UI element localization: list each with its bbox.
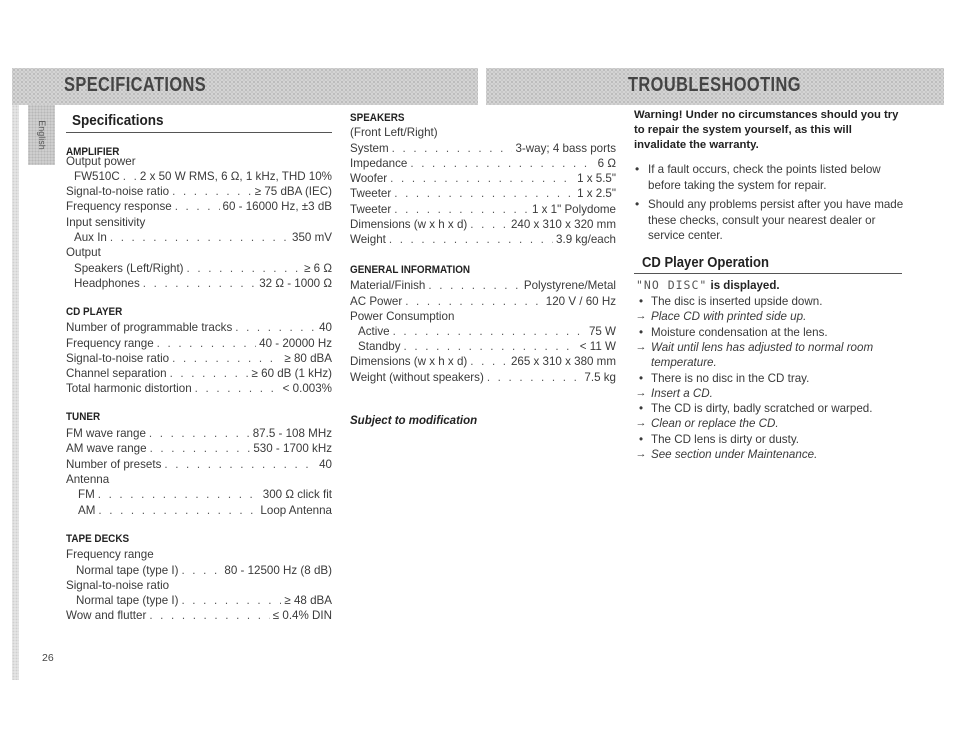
- cd-cause-item: [634, 401, 872, 416]
- spec-row: Standby . . . < 11 W: [358, 339, 616, 354]
- side-strip: [12, 105, 19, 680]
- spec-row: Speakers (Left/Right) . . . ≥ 6 Ω: [74, 261, 332, 276]
- cd-cause-item: [634, 371, 809, 386]
- spec-row: Material/Finish . . . Polystyrene/Metal: [350, 278, 616, 293]
- spec-row: Tweeter . . . 1 x 1" Polydome: [350, 202, 616, 217]
- output-power-label: Output power: [66, 155, 136, 168]
- arrow-right-icon: →: [635, 386, 647, 399]
- spec-row: Total harmonic distortion . . . < 0.003%: [66, 381, 332, 396]
- subject-to-modification-note: Subject to modification: [350, 415, 478, 427]
- troubleshooting-banner: [486, 68, 944, 105]
- power-consumption-label: Power Consumption: [350, 310, 455, 323]
- troubleshooting-banner-title: TROUBLESHOOTING: [628, 74, 801, 96]
- no-disc-display-code: "NO DISC": [636, 278, 708, 292]
- page-number: 26: [42, 652, 54, 664]
- spec-row: Signal-to-noise ratio . . . ≥ 80 dBA: [66, 351, 332, 366]
- spec-row: Weight . . . 3.9 kg/each: [350, 232, 616, 247]
- spec-row: AM wave range . . . 530 - 1700 kHz: [66, 441, 332, 456]
- cd-line-text: The CD lens is dirty or dusty.: [651, 432, 799, 446]
- cd-line-text: See section under Maintenance.: [651, 448, 818, 461]
- spec-row: Frequency range . . . 40 - 20000 Hz: [66, 336, 332, 351]
- spec-row: Aux In . . . 350 mV: [74, 230, 332, 245]
- spec-row: FM wave range . . . 87.5 - 108 MHz: [66, 426, 332, 441]
- antenna-label: Antenna: [66, 473, 110, 486]
- specifications-title: Specifications: [72, 112, 164, 129]
- troubleshooting-list: [634, 162, 904, 248]
- speakers-heading: SPEAKERS: [350, 112, 405, 124]
- cd-line-text: Wait until lens has adjusted to normal room: [651, 340, 874, 354]
- tape-snr-label: Signal-to-noise ratio: [66, 579, 170, 592]
- cd-player-operation-title: CD Player Operation: [642, 255, 769, 271]
- arrow-right-icon: →: [635, 340, 647, 353]
- tape-decks-heading: TAPE DECKS: [66, 533, 130, 545]
- bullet-icon: •: [638, 432, 644, 446]
- cd-line-text: Moisture condensation at the lens.: [651, 325, 828, 339]
- spec-row: Number of presets . . . 40: [66, 457, 332, 472]
- spec-row: Headphones . . . 32 Ω - 1000 Ω: [74, 276, 332, 291]
- language-tab-label: English: [36, 120, 47, 150]
- cd-line-text: The disc is inserted upside down.: [651, 295, 823, 308]
- cd-line-text: temperature.: [651, 356, 717, 370]
- arrow-right-icon: →: [635, 448, 647, 460]
- arrow-right-icon: →: [635, 310, 647, 323]
- spec-row: FW510C . . . 2 x 50 W RMS, 6 Ω, 1 kHz, THD 10%: [74, 169, 332, 184]
- output-label: Output: [66, 246, 101, 259]
- spec-row: Wow and flutter . . . ≤ 0.4% DIN: [66, 608, 332, 623]
- language-tab: [28, 105, 55, 165]
- input-sensitivity-label: Input sensitivity: [66, 216, 146, 229]
- bullet-icon: •: [638, 402, 644, 416]
- spec-row: Dimensions (w x h x d) . . . 240 x 310 x 320 mm: [350, 217, 616, 232]
- warning-text: Warning! Under no circumstances should you try to repair the system yourself, as this will invalidate the warranty.: [634, 109, 899, 151]
- list-item: • Should any problems persist after you have made these checks, consult your nearest dealer or service center.: [634, 197, 904, 244]
- spec-row: Number of programmable tracks . . . 40: [66, 320, 332, 335]
- cd-line-text: Clean or replace the CD.: [651, 417, 779, 431]
- spec-row: System . . . 3-way; 4 bass ports: [350, 141, 616, 156]
- spec-row: FM . . . 300 Ω click fit: [78, 487, 332, 502]
- cd-cause-item: [634, 294, 822, 309]
- spec-row: Woofer . . . 1 x 5.5": [350, 171, 616, 186]
- amplifier-heading: AMPLIFIER: [66, 146, 120, 158]
- spec-row: Active . . . 75 W: [358, 324, 616, 339]
- cd-remedy-item: [634, 447, 817, 462]
- cd-cause-item: [634, 432, 799, 447]
- cd-remedy-item: [634, 340, 873, 355]
- cd-remedy-item: [634, 386, 713, 401]
- speakers-subheading: (Front Left/Right): [350, 126, 438, 139]
- spec-row: Weight (without speakers) . . . 7.5 kg: [350, 370, 616, 385]
- specifications-title-rule: [66, 132, 332, 133]
- cd-line-text: Insert a CD.: [651, 386, 713, 400]
- cd-cause-item: [634, 325, 828, 340]
- spec-row: AM . . . Loop Antenna: [78, 503, 332, 518]
- cd-remedy-continuation: [634, 355, 717, 370]
- cd-line-text: There is no disc in the CD tray.: [651, 371, 810, 385]
- spec-row: Frequency response . . . 60 - 16000 Hz, ±3 dB: [66, 199, 332, 214]
- no-disc-symptom: [636, 278, 780, 292]
- no-disc-suffix: is displayed.: [707, 280, 780, 292]
- cd-title-rule: [634, 273, 902, 274]
- list-item: • If a fault occurs, check the points listed below before taking the system for repair.: [634, 162, 904, 193]
- cd-player-heading: CD PLAYER: [66, 306, 123, 318]
- spec-row: Dimensions (w x h x d) . . . 265 x 310 x 380 mm: [350, 354, 616, 369]
- cd-line-text: Place CD with printed side up.: [651, 310, 807, 324]
- cd-remedy-item: [634, 416, 779, 431]
- bullet-icon: •: [638, 295, 644, 308]
- specifications-banner: [12, 68, 478, 105]
- cd-remedy-item: [634, 309, 806, 324]
- spec-row: AC Power . . . 120 V / 60 Hz: [350, 294, 616, 309]
- spec-row: Impedance . . . 6 Ω: [350, 156, 616, 171]
- general-information-heading: GENERAL INFORMATION: [350, 264, 471, 276]
- bullet-icon: •: [638, 371, 644, 385]
- tuner-heading: TUNER: [66, 411, 101, 423]
- spec-row: Tweeter . . . 1 x 2.5": [350, 186, 616, 201]
- bullet-icon: •: [638, 325, 644, 339]
- spec-row: Channel separation . . . ≥ 60 dB (1 kHz): [66, 366, 332, 381]
- spec-row: Normal tape (type I) . . . 80 - 12500 Hz (8 dB): [76, 563, 332, 578]
- spec-row: Normal tape (type I) . . . ≥ 48 dBA: [76, 593, 332, 608]
- specifications-banner-title: SPECIFICATIONS: [64, 74, 207, 96]
- arrow-right-icon: →: [635, 417, 647, 430]
- cd-line-text: The CD is dirty, badly scratched or warped.: [651, 402, 873, 416]
- tape-frequency-label: Frequency range: [66, 548, 154, 561]
- spec-row: Signal-to-noise ratio . . . ≥ 75 dBA (IEC): [66, 184, 332, 199]
